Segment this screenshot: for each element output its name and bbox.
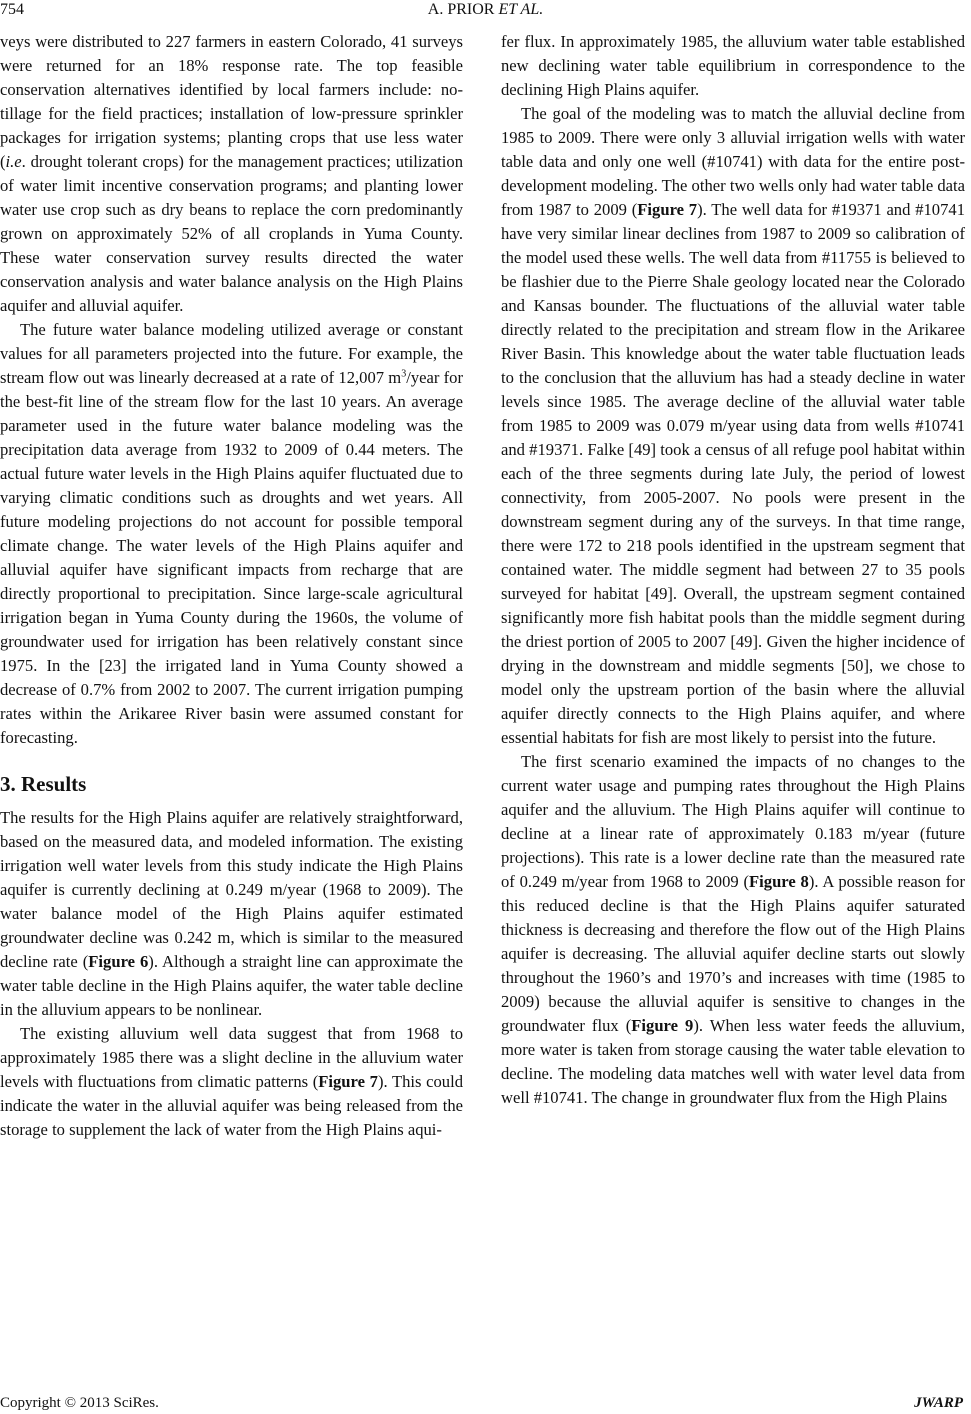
- page-number: 754: [0, 1, 24, 18]
- paragraph-modeling-goal: The goal of the modeling was to match the alluvial decline from 1985 to 2009. There were only 3 alluvial irrigation wells with water table data and only one well (#10741) with data for the entire post-development modeling. The other two wells only had water table data from 1987 to 2009 (Figure 7). The well data for #19371 and #10741 have very similar linear declines from 1987 to 2009 so calibration of the model used these wells. The well data from #11755 is believed to be flashier due to the Pierre Shale geology located near the Colorado and Kansas bounder. The fluctuations of the alluvial water table directly related to the precipitation and stream flow in the Arikaree River Basin. This knowledge about the water table fluctuation leads to the conclusion that the alluvium has had a steady decline in water levels since 1985. The average decline of the alluvial water table from 1985 to 2009 was 0.079 m/year using data from wells #10741 and #19371. Falke [49] took a census of all refuge pool habitat within each of the three segments during late July, the period of lowest connectivity, from 2005-2007. No pools were present in the downstream segment during any of the surveys. In that time range, there were 172 to 218 pools identified in the upstream segment that contained water. The middle segment had between 27 to 35 pools surveyed for habitat [49]. Overall, the upstream segment contained significantly more fish habitat pools than the middle segment during the driest portion of 2005 to 2007 [49]. Given the higher incidence of drying in the downstream and middle segments [50], we chose to model only the upstream portion of the basin where the alluvial aquifer directly connects to the High Plains aquifer, and where essential habitats for fish are most likely to persist into the future.: [501, 104, 965, 747]
- page-footer: [0, 1394, 971, 1414]
- page-header: [0, 0, 971, 24]
- section-heading-results: 3. Results: [0, 772, 87, 796]
- figure-9-ref[interactable]: Figure 9: [631, 1016, 694, 1035]
- figure-6-ref[interactable]: Figure 6: [88, 952, 149, 971]
- left-column: [0, 30, 463, 1142]
- figure-8-ref[interactable]: Figure 8: [749, 872, 809, 891]
- ie-abbrev: i.e: [5, 152, 22, 171]
- paragraph-results-high-plains: The results for the High Plains aquifer are relatively straightforward, based on the measured data, and modeled information. The existing irrigation well water levels from this study indicate the High Plains aquifer is currently declining at 0.249 m/year (1968 to 2009). The water balance model of the High Plains aquifer estimated groundwater decline was 0.242 m, which is similar to the measured decline rate (Figure 6). Although a straight line can approximate the water table decline in the High Plains aquifer, the water table decline in the alluvium appears to be nonlinear.: [0, 808, 463, 1019]
- paragraph-survey-results: veys were distributed to 227 farmers in eastern Colorado, 41 surveys were returned for an 18% response rate. The top feasible conservation alternatives identified by local farmers include: no-tillage for the field practices; installation of low-pressure sprinkler packages for irrigation systems; planting crops that use less water (i.e. drought tolerant crops) for the management practices; utilization of water limit incentive conservation programs; and planting lower water use crop such as dry beans to replace the corn predominantly grown on approximately 52% of all croplands in Yuma County. These water conservation survey results directed the water conservation analysis and water balance analysis on the High Plains aquifer and alluvial aquifer.: [0, 32, 463, 315]
- figure-7-ref[interactable]: Figure 7: [637, 200, 698, 219]
- right-column: [501, 30, 965, 1110]
- paragraph-first-scenario: The first scenario examined the impacts of no changes to the current water usage and pumping rates throughout the High Plains aquifer and the alluvium. The High Plains aquifer will continue to decline at a linear rate of approximately 0.183 m/year (future projections). This rate is a lower decline rate than the measured rate of 0.249 m/year from 1968 to 2009 (Figure 8). A possible reason for this reduced decline is that the High Plains aquifer saturated thickness is decreasing and therefore the flow out of the High Plains aquifer is decreasing. The alluvial aquifer decline starts out slowly throughout the 1960’s and 1970’s and increases with time (1985 to 2009) because the alluvial aquifer is sensitive to changes in the groundwater flux (Figure 9). When less water feeds the alluvium, more water is taken from storage causing the water table elevation to decline. The modeling data matches well with water level data from well #10741. The change in groundwater flux from the High Plains: [501, 752, 966, 1107]
- running-head-author: A. PRIOR: [427, 1, 495, 18]
- paragraph-alluvium-well-data: The existing alluvium well data suggest that from 1968 to approximately 1985 there was a slight decline in the alluvium water levels with fluctuations from climatic patterns (Figure 7). This could indicate the water in the alluvial aquifer was being released from the storage to supplement the lack of water from the High Plains aqui-: [0, 1024, 463, 1139]
- superscript-3: 3: [401, 368, 407, 380]
- journal-abbrev: JWARP: [914, 1395, 963, 1411]
- figure-7-ref[interactable]: Figure 7: [318, 1072, 378, 1091]
- copyright-notice: Copyright © 2013 SciRes.: [0, 1395, 159, 1411]
- running-head-etal: ET AL.: [498, 1, 544, 18]
- paragraph-aquifer-flux: fer flux. In approximately 1985, the alluvium water table established new declining water table equilibrium in correspondence to the declining High Plains aquifer.: [501, 32, 965, 99]
- paragraph-future-water-balance: The future water balance modeling utilized average or constant values for all parameters projected into the future. For example, the stream flow out was linearly decreased at a rate of 12,007 $m^3$/year for the best-fit line of the stream flow for the last 10 years. An average parameter used in the future water balance modeling was the precipitation data average from 1932 to 2009 of 0.44 meters. The actual future water levels in the High Plains aquifer fluctuated due to varying climatic conditions such as droughts and wet years. All future modeling projections do not account for possible temporal climate change. The water levels of the High Plains aquifer and alluvial aquifer have significant impacts from recharge that are directly proportional to precipitation. Since large-scale agricultural irrigation began in Yuma County during the 1960s, the volume of groundwater used for irrigation has been relatively constant since 1975. In the [23] the irrigated land in Yuma County showed a decrease of 0.7% from 2002 to 2007. The current irrigation pumping rates within the Arikaree River basin were assumed constant for forecasting.: [0, 320, 463, 747]
- running-head: [0, 0, 971, 20]
